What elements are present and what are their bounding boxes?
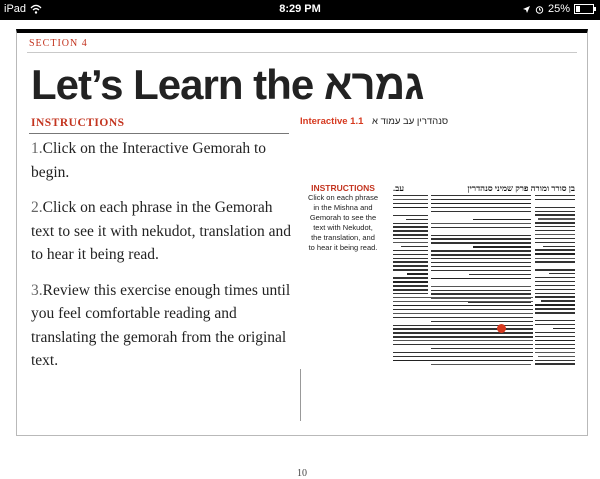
text-line [446, 348, 533, 349]
text-line [535, 261, 575, 262]
text-line [393, 356, 533, 357]
interactive-label [300, 116, 448, 127]
step-text: Review this exercise enough times until you feel comfortable reading and translating the gemorah from the original text. [31, 281, 291, 369]
instruction-step [31, 279, 293, 373]
text-line [473, 219, 531, 221]
text-line [535, 344, 575, 345]
gemorah-instructions-heading: INSTRUCTIONS [311, 183, 375, 193]
text-line [431, 227, 531, 228]
text-line [431, 250, 531, 251]
text-line [535, 195, 575, 196]
text-line [393, 203, 428, 204]
instruction-step [31, 196, 293, 267]
text-line [393, 293, 428, 294]
text-line [535, 258, 575, 259]
text-line [393, 207, 428, 209]
text-line [393, 250, 428, 251]
text-line [535, 336, 575, 337]
text-line [431, 235, 531, 236]
text-line [535, 226, 575, 227]
text-line [535, 281, 575, 282]
text-line [535, 285, 575, 286]
text-line [549, 273, 575, 274]
text-line [535, 320, 575, 321]
text-line [393, 289, 428, 290]
text-line [431, 195, 531, 196]
text-line [535, 242, 575, 243]
text-line [401, 246, 428, 247]
step-number: 2. [31, 199, 43, 216]
text-line [469, 274, 531, 275]
status-bar [0, 0, 600, 20]
text-line [393, 313, 533, 314]
step-text: Click on the Interactive Gemorah to begin. [31, 140, 267, 181]
text-line [393, 325, 533, 326]
phrase-highlight-marker[interactable] [497, 324, 506, 333]
text-line [393, 223, 428, 224]
text-line [535, 289, 575, 290]
text-line [431, 278, 531, 280]
text-line [431, 262, 531, 263]
text-line [431, 290, 531, 291]
amud-label: עב. [393, 183, 405, 193]
text-line [393, 226, 428, 227]
text-line [393, 328, 533, 329]
text-line [535, 348, 575, 349]
text-line [431, 223, 531, 224]
text-line [553, 328, 575, 330]
text-line [535, 308, 575, 309]
section-divider [27, 52, 577, 53]
status-time: 8:29 PM [279, 3, 321, 15]
text-line [535, 304, 575, 306]
text-line [535, 332, 575, 333]
text-line [431, 211, 531, 212]
text-line [535, 312, 575, 313]
text-line [473, 246, 531, 248]
text-line [535, 352, 575, 353]
instructions-divider [29, 133, 289, 134]
text-line [393, 305, 533, 307]
text-line [393, 352, 533, 353]
text-line [393, 258, 428, 259]
text-line [393, 297, 533, 298]
text-line [393, 234, 428, 235]
text-line [407, 273, 428, 275]
step-number: 3. [31, 281, 43, 299]
text-line [535, 238, 575, 239]
instructions-heading: INSTRUCTIONS [31, 117, 125, 129]
text-line [431, 254, 531, 255]
text-line [431, 286, 531, 287]
text-line [393, 281, 428, 283]
text-line [535, 207, 575, 208]
text-line [393, 277, 428, 278]
text-line [535, 211, 575, 212]
text-line [435, 321, 533, 322]
interactive-number: Interactive 1.1 [300, 116, 364, 127]
text-line [543, 246, 575, 247]
text-line [393, 195, 428, 196]
text-line [393, 336, 533, 337]
text-line [393, 265, 428, 266]
text-line [538, 356, 575, 357]
gemorah-header [393, 183, 575, 192]
location-icon [522, 5, 531, 14]
margin-divider [300, 369, 301, 421]
text-line [535, 214, 575, 215]
page-title: Let’s Learn the גמרא [31, 61, 424, 108]
text-line [535, 363, 575, 364]
text-line [535, 277, 575, 278]
instruction-step [31, 137, 293, 184]
text-line [393, 242, 428, 243]
text-line [431, 270, 531, 271]
text-line [431, 203, 531, 205]
text-line [535, 293, 575, 294]
text-line [393, 261, 428, 262]
book-page [16, 29, 588, 479]
device-name: iPad [4, 3, 27, 15]
interactive-gemorah[interactable] [307, 181, 577, 367]
text-line [535, 360, 575, 361]
text-line [431, 258, 531, 259]
text-line [431, 293, 531, 294]
gemorah-left-column[interactable] [393, 195, 428, 295]
interactive-hebrew-ref: סנהדרין עב עמוד א [372, 116, 449, 127]
text-line [393, 301, 533, 302]
text-line [535, 253, 575, 255]
text-line [393, 360, 533, 362]
text-line [393, 199, 428, 200]
gemorah-lower-text[interactable] [393, 297, 533, 365]
text-line [535, 249, 575, 250]
text-line [393, 238, 428, 239]
status-right [522, 3, 594, 15]
step-number: 1. [31, 140, 43, 157]
text-line [431, 238, 531, 239]
text-line [393, 269, 428, 270]
text-line [431, 266, 531, 267]
text-line [431, 242, 531, 243]
text-line [393, 332, 533, 333]
page-number: 10 [297, 468, 307, 479]
instructions-list [31, 137, 293, 385]
text-line [538, 218, 575, 219]
text-line [535, 199, 575, 200]
text-line [393, 215, 428, 216]
text-line [535, 230, 575, 231]
text-line [541, 300, 575, 301]
gemorah-right-column[interactable] [535, 195, 575, 365]
text-line [393, 285, 428, 286]
text-line [535, 324, 575, 325]
text-line [393, 254, 428, 255]
text-line [535, 222, 575, 223]
text-line [393, 317, 533, 318]
section-label: SECTION 4 [29, 38, 88, 49]
text-line [393, 309, 533, 310]
text-line [535, 296, 575, 297]
text-line [535, 234, 575, 235]
text-line [393, 340, 533, 341]
text-line [431, 207, 531, 208]
gemorah-instructions-text: Click on each phrase in the Mishna and Gemorah to see the text with Nekudot, the translation, and to hear it being read. [307, 193, 379, 252]
text-line [393, 230, 428, 231]
battery-fill [576, 6, 580, 12]
battery-icon [574, 4, 594, 14]
text-line [393, 344, 533, 345]
text-line [535, 340, 575, 342]
text-line [431, 199, 531, 200]
text-line [406, 219, 428, 220]
battery-percent: 25% [547, 3, 570, 15]
text-line [535, 269, 575, 270]
step-text: Click on each phrase in the Gemorah text to see it with nekudot, translation and to hear it being read. [31, 199, 292, 263]
perek-header: בן סורר ומורה פרק שמיני סנהדרין [467, 183, 575, 193]
alarm-icon [535, 5, 544, 14]
